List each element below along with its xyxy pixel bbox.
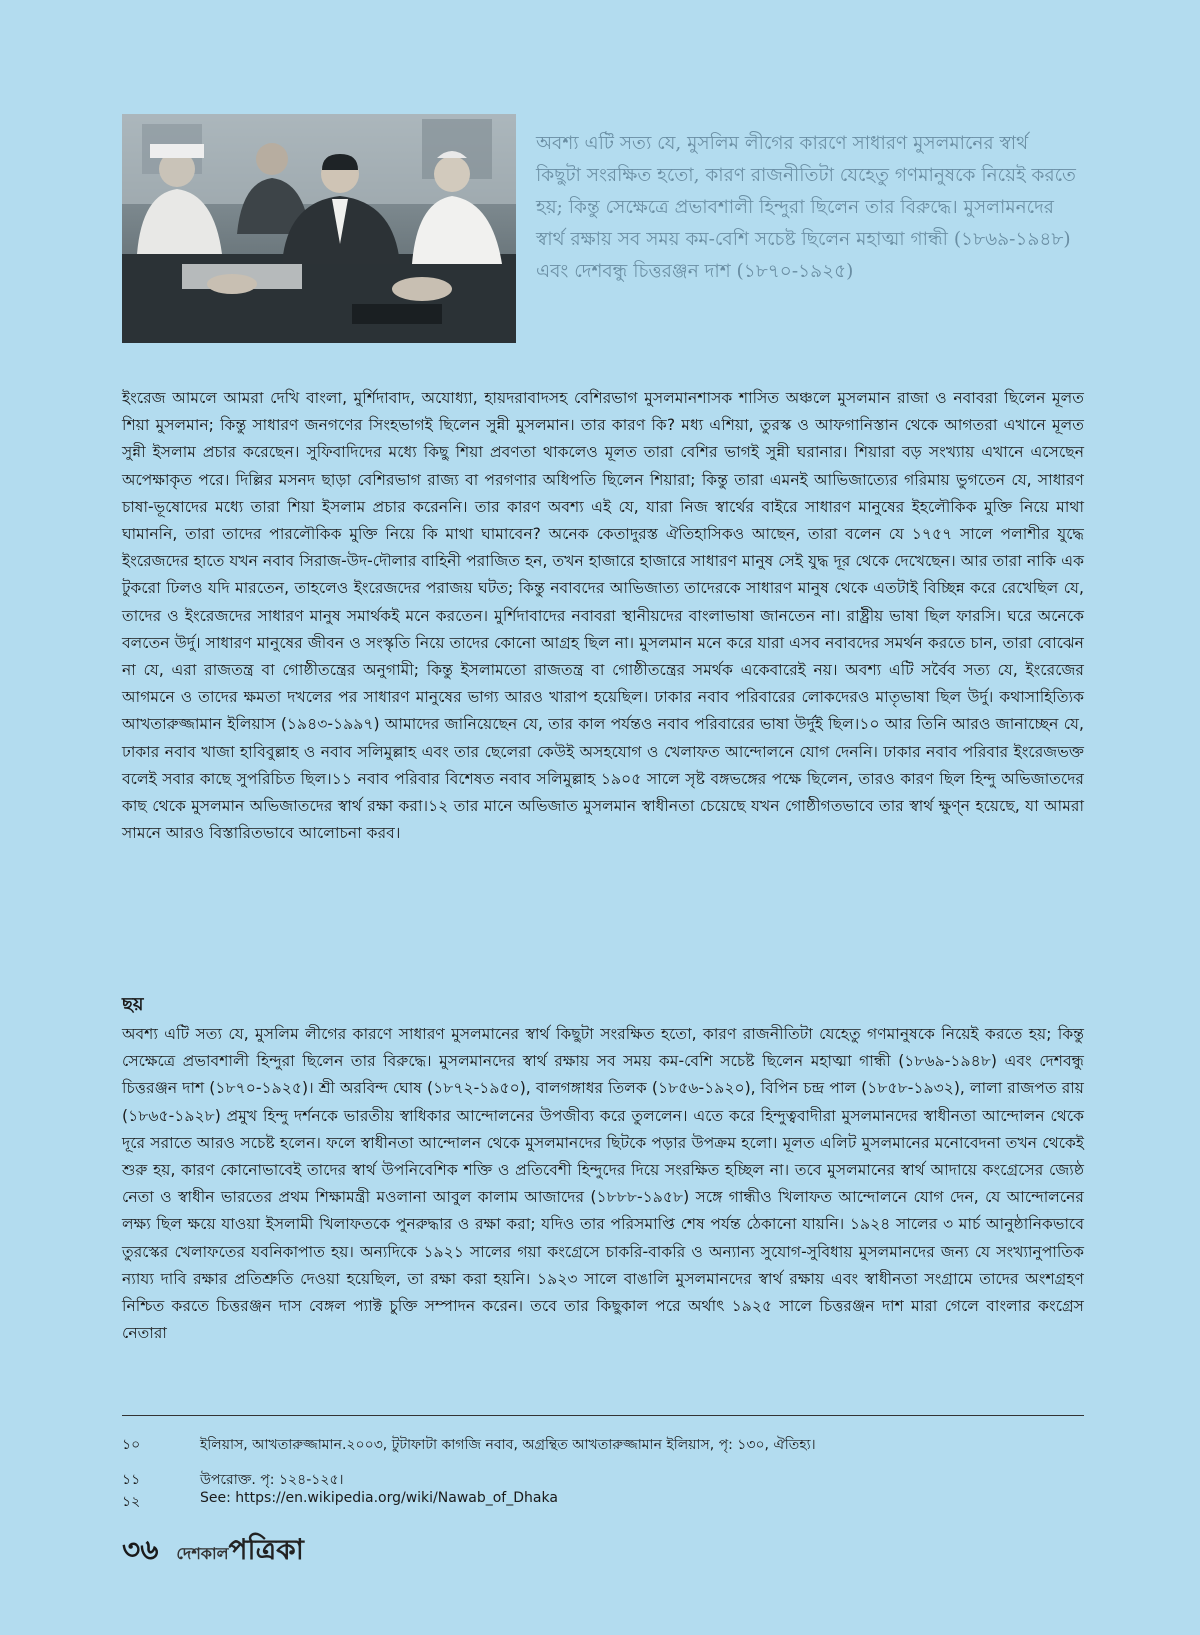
page-footer	[122, 1528, 304, 1575]
body-paragraph-2: অবশ্য এটি সত্য যে, মুসলিম লীগের কারণে সাধারণ মুসলমানের স্বার্থ কিছুটা সংরক্ষিত হতো, কারণ রাজনীতিটা যেহেতু গণমানুষকে নিয়েই করতে হয়; কিন্তু সেক্ষেত্রে প্রভাবশালী হিন্দুরা ছিলেন তার বিরুদ্ধে। মুসলমানদের স্বার্থ রক্ষায় সব সময় কম-বেশি সচেষ্ট ছিলেন মহাত্মা গান্ধী (১৮৬৯-১৯৪৮) এবং দেশবন্ধু চিত্তরঞ্জন দাশ (১৮৭০-১৯২৫)। শ্রী অরবিন্দ ঘোষ (১৮৭২-১৯৫০), বালগঙ্গাধর তিলক (১৮৫৬-১৯২০), বিপিন চন্দ্র পাল (১৮৫৮-১৯৩২), লালা রাজপত রায় (১৮৬৫-১৯২৮) প্রমুখ হিন্দু দর্শনকে ভারতীয় স্বাধিকার আন্দোলনের উপজীব্য করে তুললেন। এতে করে হিন্দুত্ববাদীরা মুসলমানদের স্বাধীনতা আন্দোলন থেকে দূরে সরাতে আরও সচেষ্ট হলেন। ফলে স্বাধীনতা আন্দোলন থেকে মুসলমানদের ছিটকে পড়ার উপক্রম হলো। মূলত এলিট মুসলমানের মনোবেদনা তখন থেকেই শুরু হয়, কারণ কোনোভাবেই তাদের স্বার্থ উপনিবেশিক শক্তি ও প্রতিবেশী হিন্দুদের দিয়ে সংরক্ষিত হচ্ছিল না। তবে মুসলমানের স্বার্থ আদায়ে কংগ্রেসের জ্যেষ্ঠ নেতা ও স্বাধীন ভারতের প্রথম শিক্ষামন্ত্রী মওলানা আবুল কালাম আজাদের (১৮৮৮-১৯৫৮) সঙ্গে গান্ধীও খিলাফত আন্দোলনে যোগ দেন, যে আন্দোলনের লক্ষ্য ছিল ক্ষয়ে যাওয়া ইসলামী খিলাফতকে পুনরুদ্ধার ও রক্ষা করা; যদিও তার পরিসমাপ্তি শেষ পর্যন্ত ঠেকানো যায়নি। ১৯২৪ সালের ৩ মার্চ আনুষ্ঠানিকভাবে তুরস্কের খেলাফতের যবনিকাপাত হয়। অন্যদিকে ১৯২১ সালের গয়া কংগ্রেসে চাকরি-বাকরি ও অন্যান্য সুযোগ-সুবিধায় মুসলমানদের জন্য যে সংখ্যানুপাতিক ন্যায্য দাবি রক্ষার প্রতিশ্রুতি দেওয়া হয়েছিল, তা রক্ষা করা হয়নি। ১৯২৩ সালে বাঙালি মুসলমানদের স্বার্থ রক্ষায় এবং স্বাধীনতা সংগ্রামে তাদের অংশগ্রহণ নিশ্চিত করতে চিত্তরঞ্জন দাস বেঙ্গল প্যাক্ট চুক্তি সম্পাদন করেন। তবে তার কিছুকাল পরে অর্থাৎ ১৯২৫ সালে চিত্তরঞ্জন দাশ মারা গেলে বাংলার কংগ্রেস নেতারা	[122, 1025, 1084, 1343]
masthead-logo-big: পত্রিকা	[228, 1533, 304, 1566]
footnote	[122, 1490, 1084, 1514]
body-paragraph: ইংরেজ আমলে আমরা দেখি বাংলা, মুর্শিদাবাদ, অযোধ্যা, হায়দরাবাদসহ বেশিরভাগ মুসলমানশাসক শাসিত অঞ্চলে মুসলমান রাজা ও নবাবরা ছিলেন মূলত শিয়া মুসলমান; কিন্তু সাধারণ জনগণের সিংহভাগই ছিলেন সুন্নী মুসলমান। তার কারণ কি? মধ্য এশিয়া, তুরস্ক ও আফগানিস্তান থেকে আগতরা এখানে মূলত সুন্নী ইসলাম প্রচার করেছেন। সুফিবাদিদের মধ্যে কিছু শিয়া প্রবণতা থাকলেও মূলত তারা বেশির ভাগই সুন্নী ঘরানার। শিয়ারা বড় সংখ্যায় এখানে এসেছেন অপেক্ষাকৃত পরে। দিল্লির মসনদ ছাড়া বেশিরভাগ রাজ্য বা পরগণার অধিপতি ছিলেন শিয়ারা; কিন্তু তারা এমনই আভিজাত্যের গরিমায় ভুগতেন যে, সাধারণ চাষা-ভূষোদের মধ্যে তারা শিয়া ইসলাম প্রচার করেননি। তার কারণ অবশ্য এই যে, যারা নিজ স্বার্থের বাইরে সাধারণ মানুষের ইহলৌকিক মুক্তি নিয়ে মাথা ঘামাননি, তারা তাদের পারলৌকিক মুক্তি নিয়ে কি মাথা ঘামাবেন? অনেক কেতাদুরস্ত ঐতিহাসিকও আছেন, তারা বলেন যে ১৭৫৭ সালে পলাশীর যুদ্ধে ইংরেজদের হাতে যখন নবাব সিরাজ-উদ-দৌলার বাহিনী পরাজিত হন, তখন হাজারে হাজারে সাধারণ মানুষ সেই যুদ্ধ দূর থেকে দেখেছেন। আর তারা নাকি এক টুকরো ঢিলও যদি মারতেন, তাহলেও ইংরেজদের পরাজয় ঘটত; কিন্তু নবাবদের আভিজাত্য তাদেরকে সাধারণ মানুষ থেকে এতটাই বিচ্ছিন্ন করে রেখেছিল যে, তাদের ও ইংরেজদের সাধারণ মানুষ সমার্থকই মনে করতেন। মুর্শিদাবাদের নবাবরা স্থানীয়দের বাংলাভাষা জানতেন না। রাষ্ট্রীয় ভাষা ছিল ফারসি। ঘরে অনেকে বলতেন উর্দু। সাধারণ মানুষের জীবন ও সংস্কৃতি নিয়ে তাদের কোনো আগ্রহ ছিল না। মুসলমান মনে করে যারা এসব নবাবদের সমর্থন করতে চান, তারা বোঝেন না যে, এরা রাজতন্ত্র বা গোষ্ঠীতন্ত্রের অনুগামী; কিন্তু ইসলামতো রাজতন্ত্র বা গোষ্ঠীতন্ত্রের সমর্থক একেবারেই নয়। অবশ্য এটি সর্বৈব সত্য যে, ইংরেজের আগমনে ও তাদের ক্ষমতা দখলের পর সাধারণ মানুষের ভাগ্য আরও খারাপ হয়েছিল। ঢাকার নবাব পরিবারের লোকদেরও মাতৃভাষা ছিল উর্দু। কথাসাহিত্যিক আখতারুজ্জামান ইলিয়াস (১৯৪৩-১৯৯৭) আমাদের জানিয়েছেন যে, তার কাল পর্যন্তও নবাব পরিবারের ভাষা উর্দুই ছিল।১০ আর তিনি আরও জানাচ্ছেন যে, ঢাকার নবাব খাজা হাবিবুল্লাহ ও নবাব সলিমুল্লাহ এবং তার ছেলেরা কেউই অসহযোগ ও খেলাফত আন্দোলনে যোগ দেননি। ঢাকার নবাব পরিবার ইংরেজভক্ত বলেই সবার কাছে সুপরিচিত ছিল।১১ নবাব পরিবার বিশেষত নবাব সলিমুল্লাহ ১৯০৫ সালে সৃষ্ট বঙ্গভঙ্গের পক্ষে ছিলেন, তারও কারণ ছিল হিন্দু অভিজাতদের কাছ থেকে মুসলমান অভিজাতদের স্বার্থ রক্ষা করা।১২ তার মানে অভিজাত মুসলমান স্বাধীনতা চেয়েছে যখন গোষ্ঠীগতভাবে তার স্বার্থ ক্ষুণ্ন হয়েছে, যা আমরা সামনে আরও বিস্তারিতভাবে আলোচনা করব।	[122, 389, 1084, 843]
masthead-logo-small: দেশকাল	[176, 1544, 229, 1563]
photo-illustration	[122, 114, 516, 343]
footnote-link[interactable]: See: https://en.wikipedia.org/wiki/Nawab_of_Dhaka	[200, 1490, 558, 1506]
footnote-number: ১২	[122, 1494, 141, 1510]
historical-photo	[122, 114, 516, 343]
footnote-text: উপরোক্ত. পৃ: ১২৪-১২৫।	[200, 1472, 344, 1488]
footnote	[122, 1468, 1084, 1492]
footnote-number: ১১	[122, 1472, 141, 1488]
section-heading: ছয়	[122, 994, 144, 1015]
footnote-divider	[122, 1415, 1084, 1416]
footnote	[122, 1433, 1084, 1457]
footnote-number: ১০	[122, 1437, 141, 1453]
pull-quote: অবশ্য এটি সত্য যে, মুসলিম লীগের কারণে সাধারণ মুসলমানের স্বার্থ কিছুটা সংরক্ষিত হতো, কারণ রাজনীতিটা যেহেতু গণমানুষকে নিয়েই করতে হয়; কিন্তু সেক্ষেত্রে প্রভাবশালী হিন্দুরা ছিলেন তার বিরুদ্ধে। মুসলামনদের স্বার্থ রক্ষায় সব সময় কম-বেশি সচেষ্ট ছিলেন মহাত্মা গান্ধী (১৮৬৯-১৯৪৮) এবং দেশবন্ধু চিত্তরঞ্জন দাশ (১৮৭০-১৯২৫)	[536, 133, 1076, 282]
footnote-text: ইলিয়াস, আখতারুজ্জামান.২০০৩, টুটাফাটা কাগজি নবাব, অগ্রন্থিত আখতারুজ্জামান ইলিয়াস, পৃ: ১৩০, ঐতিহ্য।	[200, 1437, 816, 1453]
page-number: ৩৬	[122, 1533, 159, 1566]
